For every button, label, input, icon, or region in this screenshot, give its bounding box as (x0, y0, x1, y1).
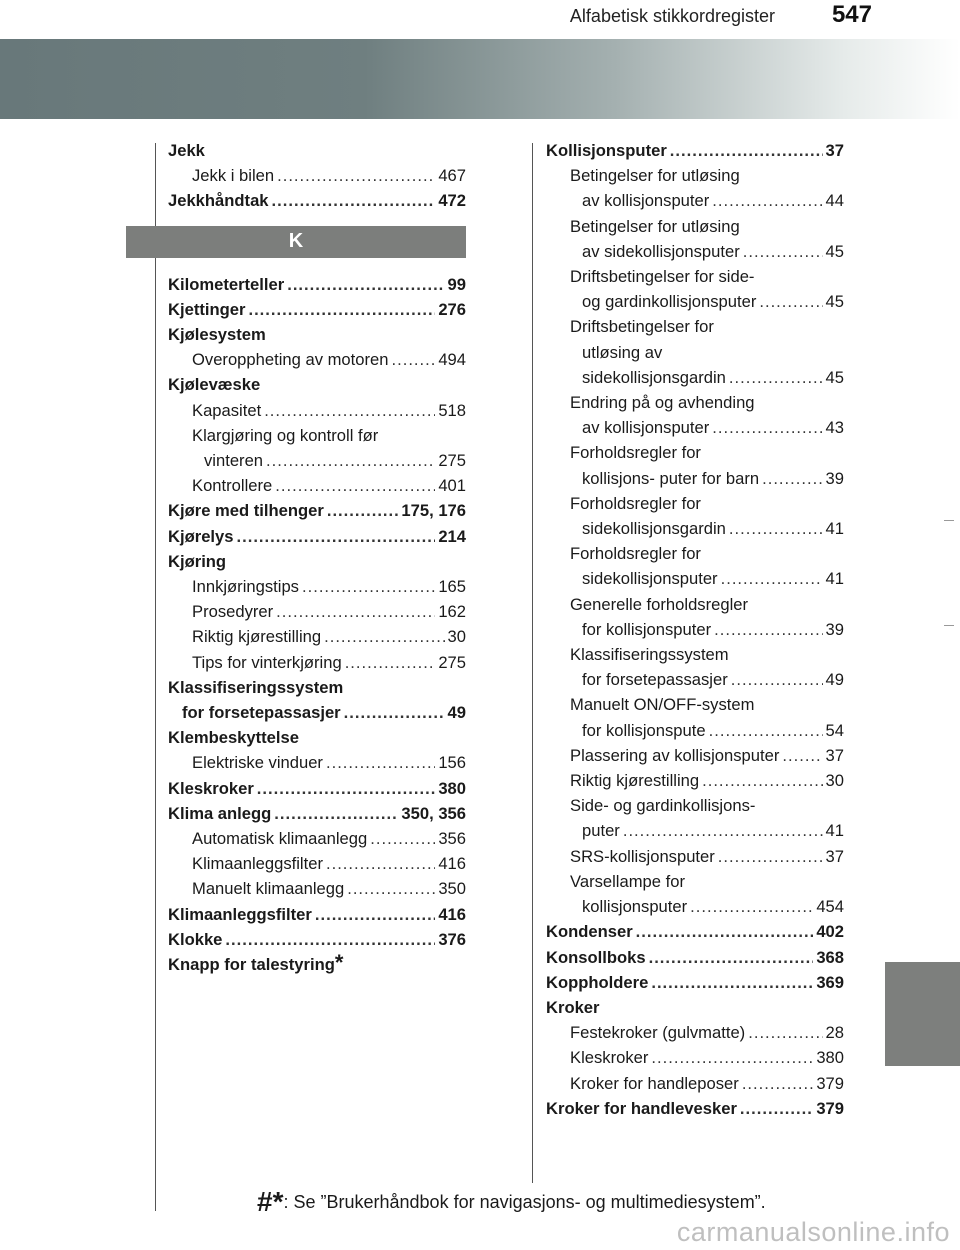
index-entry (546, 314, 844, 339)
dot-leader (782, 743, 822, 768)
dot-leader (345, 650, 436, 675)
index-entry-page: 175, 176 (401, 501, 466, 521)
index-entry-page: 41 (825, 519, 844, 539)
index-entry-text: Prosedyrer (192, 602, 274, 622)
dot-leader (327, 498, 399, 523)
index-entry-text: Klimaanleggsfilter (192, 854, 323, 874)
dot-leader (347, 876, 435, 901)
dot-leader (266, 448, 435, 473)
index-entry (168, 423, 466, 448)
dot-leader (370, 826, 435, 851)
dot-leader (762, 466, 822, 491)
index-entry-text: Kroker (546, 997, 600, 1017)
index-entry-page: 275 (438, 652, 466, 672)
index-entry-page: 37 (825, 745, 844, 765)
dot-leader (272, 188, 436, 213)
index-entry-page: 368 (816, 947, 844, 967)
index-entry (168, 347, 466, 372)
dot-leader (274, 801, 398, 826)
index-entry-page: 401 (438, 476, 466, 496)
index-entry-text: Overoppheting av motoren (192, 350, 389, 370)
index-entry (546, 869, 844, 894)
index-entry-text: Konsollboks (546, 947, 646, 967)
index-entry-text: Riktig kjørestilling (192, 627, 322, 647)
index-entry (168, 498, 466, 523)
dot-leader (623, 818, 823, 843)
index-entry-text: kollisjonsputer (582, 897, 688, 917)
index-entry (546, 541, 844, 566)
index-entry (546, 516, 844, 541)
dot-leader (740, 1096, 813, 1121)
index-entry-page: 275 (438, 451, 466, 471)
dot-leader (344, 700, 445, 725)
dot-leader (702, 768, 822, 793)
dot-leader (690, 894, 813, 919)
dot-leader (277, 163, 435, 188)
index-entry-text: SRS-kollisjonsputer (570, 846, 715, 866)
index-entry-text: Elektriske vinduer (192, 753, 323, 773)
index-entry (546, 692, 844, 717)
index-entry-text: Klassifiseringssystem (168, 677, 344, 697)
index-entry-text: Klokke (168, 929, 223, 949)
dot-leader (275, 473, 435, 498)
letter-section-heading: K (126, 226, 466, 258)
index-entry-page: 416 (438, 854, 466, 874)
index-entry (546, 289, 844, 314)
index-entry-page: 99 (447, 274, 466, 294)
index-column-left (168, 138, 466, 977)
index-entry (168, 826, 466, 851)
index-entry (168, 163, 466, 188)
page-number: 547 (831, 1, 872, 28)
index-entry-text: Kjølesystem (168, 325, 266, 345)
index-entry (546, 718, 844, 743)
index-entry-text: Varsellampe for (570, 871, 685, 891)
index-entry-page: 41 (825, 821, 844, 841)
index-entry-page: 402 (816, 922, 844, 942)
index-entry-text: kollisjons- puter for barn (582, 468, 760, 488)
index-entry-page: 39 (825, 468, 844, 488)
index-entry-text: for forsetepassasjer (182, 703, 341, 723)
index-entry-page: 156 (438, 753, 466, 773)
footnote (257, 1186, 766, 1218)
dot-leader (712, 188, 822, 213)
index-entry (546, 365, 844, 390)
index-entry-page: 494 (438, 350, 466, 370)
dot-leader (743, 239, 823, 264)
footnote-symbol: #* (257, 1186, 284, 1217)
index-entry-text: Kjølevæske (168, 375, 261, 395)
index-entry (546, 945, 844, 970)
dot-leader (651, 1045, 813, 1070)
dot-leader (225, 927, 435, 952)
index-entry-page: 518 (438, 400, 466, 420)
dot-leader (324, 624, 444, 649)
dot-leader (742, 1071, 814, 1096)
section-thumb-tab (885, 962, 960, 1066)
index-entry-text: Forholdsregler for (570, 443, 701, 463)
index-entry (546, 390, 844, 415)
index-entry (546, 1045, 844, 1070)
index-entry (546, 239, 844, 264)
dot-leader (759, 289, 822, 314)
index-entry (168, 549, 466, 574)
index-entry-text: Knapp for talestyring (168, 955, 335, 975)
index-entry-text: Riktig kjørestilling (570, 771, 700, 791)
index-entry (168, 851, 466, 876)
index-entry (168, 700, 466, 725)
index-entry-text: sidekollisjonsgardin (582, 519, 726, 539)
index-entry-text: Kjøring (168, 551, 227, 571)
index-entry-text: Side- og gardinkollisjons- (570, 796, 756, 816)
index-entry-text: Driftsbetingelser for side- (570, 267, 755, 287)
index-entry (168, 138, 466, 163)
index-entry-page: 472 (438, 191, 466, 211)
center-column-rule (532, 143, 533, 1183)
index-entry (168, 902, 466, 927)
index-entry (546, 919, 844, 944)
index-entry-page: 44 (825, 191, 844, 211)
index-entry (546, 1020, 844, 1045)
index-entry-page: 45 (825, 367, 844, 387)
index-entry-text: Klembeskyttelse (168, 728, 299, 748)
index-entry-page: 416 (438, 904, 466, 924)
page-header-title: Alfabetisk stikkordregister (569, 6, 775, 26)
index-entry-text: Kollisjonsputer (546, 141, 667, 160)
index-entry (168, 448, 466, 473)
index-entry-text: Jekk i bilen (192, 166, 275, 186)
index-entry-text: Kleskroker (570, 1048, 649, 1068)
index-entry-page: 350, 356 (401, 803, 466, 823)
index-entry-page: 380 (438, 778, 466, 798)
index-entry-text: Klima anlegg (168, 803, 272, 823)
index-entry (546, 264, 844, 289)
index-entry-page: 28 (825, 1023, 844, 1043)
edge-mark (944, 520, 954, 521)
index-entry (546, 566, 844, 591)
index-entry-text: Kapasitet (192, 400, 262, 420)
index-entry-text: for forsetepassasjer (582, 670, 728, 690)
index-entry-text: Festekroker (gulvmatte) (570, 1023, 746, 1043)
index-column-right (546, 138, 844, 1121)
index-entry-text: Kleskroker (168, 778, 254, 798)
header-gradient-band (0, 39, 960, 119)
index-entry (546, 592, 844, 617)
index-entry-text: for kollisjonsputer (582, 619, 712, 639)
index-entry (168, 927, 466, 952)
index-entry-text: Klimaanleggsfilter (168, 904, 312, 924)
index-entry-text: utløsing av (582, 342, 663, 362)
index-entry-page: 214 (438, 526, 466, 546)
index-entry (168, 650, 466, 675)
index-entry (168, 599, 466, 624)
index-entry-text: Klargjøring og kontroll før (192, 425, 379, 445)
index-entry (546, 138, 844, 163)
index-entry (168, 675, 466, 700)
index-entry-page: 37 (825, 846, 844, 866)
dot-leader (315, 902, 435, 927)
left-column-rule (155, 143, 156, 1211)
index-entry-text: Innkjøringstips (192, 577, 299, 597)
index-entry-text: Tips for vinterkjøring (192, 652, 342, 672)
index-entry (168, 272, 466, 297)
index-entry (168, 322, 466, 347)
index-entry (168, 398, 466, 423)
index-entry-page: 454 (816, 897, 844, 917)
index-entry (546, 743, 844, 768)
index-entry (168, 776, 466, 801)
dot-leader (729, 516, 823, 541)
index-entry-text: sidekollisjonsputer (582, 569, 718, 589)
dot-leader (276, 599, 435, 624)
index-entry (546, 466, 844, 491)
index-entry (168, 801, 466, 826)
index-entry (168, 574, 466, 599)
index-entry-text: Forholdsregler for (570, 544, 701, 564)
index-entry-text: av sidekollisjonsputer (582, 241, 740, 261)
index-entry-page: 37 (825, 141, 844, 160)
index-entry-page: 49 (825, 670, 844, 690)
index-entry-page: 49 (447, 703, 466, 723)
index-entry: Knapp for talestyring * (168, 952, 466, 977)
index-entry-page: 43 (825, 418, 844, 438)
index-entry-text: Endring på og avhending (570, 393, 755, 413)
dot-leader (670, 138, 823, 163)
index-entry-text: Plassering av kollisjonsputer (570, 745, 780, 765)
index-entry (168, 624, 466, 649)
index-entry (546, 642, 844, 667)
index-entry (168, 188, 466, 213)
dot-leader (709, 718, 823, 743)
index-entry-text: vinteren (204, 451, 264, 471)
index-entry-text: Driftsbetingelser for (570, 317, 714, 337)
index-entry (546, 667, 844, 692)
index-entry-text: Kondenser (546, 922, 633, 942)
index-entry-text: Kontrollere (192, 476, 273, 496)
index-entry (546, 440, 844, 465)
index-entry-text: puter (582, 821, 620, 841)
index-entry-page: 369 (816, 972, 844, 992)
index-entry-page: 45 (825, 292, 844, 312)
index-entry (168, 372, 466, 397)
dot-leader (391, 347, 435, 372)
index-entry-text: Kroker for handlevesker (546, 1098, 737, 1118)
index-entry (546, 1096, 844, 1121)
index-entry-page: 41 (825, 569, 844, 589)
index-entry-page: 376 (438, 929, 466, 949)
dot-leader (326, 750, 435, 775)
index-entry (546, 617, 844, 642)
index-entry-page: 379 (816, 1098, 844, 1118)
index-entry-text: Koppholdere (546, 972, 649, 992)
index-entry (546, 818, 844, 843)
index-entry-page: 379 (816, 1073, 844, 1093)
dot-leader (712, 415, 822, 440)
index-entry-text: Kjørelys (168, 526, 234, 546)
index-entry-text: Jekk (168, 141, 205, 160)
watermark: carmanualsonline.info (676, 1217, 950, 1247)
dot-leader (731, 667, 823, 692)
index-entry-text: Betingelser for utløsing (570, 216, 740, 236)
index-entry-page: 162 (438, 602, 466, 622)
index-entry (546, 340, 844, 365)
index-entry-text: Kjøre med tilhenger (168, 501, 324, 521)
index-entry (168, 876, 466, 901)
index-entry (168, 750, 466, 775)
index-entry-page: 165 (438, 577, 466, 597)
index-entry-page: 356 (438, 829, 466, 849)
index-entry (546, 163, 844, 188)
index-entry (168, 524, 466, 549)
index-entry-text: av kollisjonsputer (582, 418, 710, 438)
dot-leader (326, 851, 435, 876)
index-entry (546, 995, 844, 1020)
index-entry (546, 768, 844, 793)
index-entry-text: og gardinkollisjonsputer (582, 292, 757, 312)
index-entry-page: 45 (825, 241, 844, 261)
index-entry-text: Generelle forholdsregler (570, 594, 749, 614)
index-entry-text: Manuelt ON/OFF-system (570, 695, 755, 715)
index-entry (546, 970, 844, 995)
index-entry (546, 188, 844, 213)
index-entry-text: av kollisjonsputer (582, 191, 710, 211)
index-entry-text: Kroker for handleposer (570, 1073, 739, 1093)
index-entry (168, 297, 466, 322)
dot-leader (649, 945, 814, 970)
index-entry (546, 894, 844, 919)
index-entry-text: Kilometerteller (168, 274, 285, 294)
dot-leader (264, 398, 435, 423)
index-entry-text: Betingelser for utløsing (570, 166, 740, 186)
dot-leader (651, 970, 813, 995)
edge-mark (944, 625, 954, 626)
index-entry-text: Kjettinger (168, 299, 246, 319)
index-entry (546, 214, 844, 239)
dot-leader (302, 574, 435, 599)
index-entry-page: 467 (438, 166, 466, 186)
index-entry-text: for kollisjonspute (582, 720, 706, 740)
dot-leader (257, 776, 436, 801)
dot-leader (236, 524, 435, 549)
dot-leader (636, 919, 814, 944)
index-entry-text: Manuelt klimaanlegg (192, 879, 345, 899)
index-entry-text: Forholdsregler for (570, 493, 701, 513)
index-entry-text: sidekollisjonsgardin (582, 367, 726, 387)
dot-leader (718, 844, 823, 869)
dot-leader (287, 272, 444, 297)
index-entry-page: 380 (816, 1048, 844, 1068)
dot-leader (721, 566, 823, 591)
index-entry (546, 415, 844, 440)
index-entry (546, 793, 844, 818)
top-strip (0, 0, 960, 36)
index-entry-page: 30 (825, 771, 844, 791)
index-entry (168, 473, 466, 498)
index-entry (546, 844, 844, 869)
index-entry-page: 350 (438, 879, 466, 899)
index-entry (168, 725, 466, 750)
dot-leader (714, 617, 822, 642)
index-entry (546, 491, 844, 516)
index-entry-page: 54 (825, 720, 844, 740)
index-entry-page: 30 (447, 627, 466, 647)
index-entry-page: 276 (438, 299, 466, 319)
footnote-text: : Se ”Brukerhåndbok for navigasjons- og multimediesystem”. (283, 1192, 766, 1212)
index-entry-page: 39 (825, 619, 844, 639)
index-entry-text: Automatisk klimaanlegg (192, 829, 368, 849)
index-entry (546, 1071, 844, 1096)
index-entry-text: Jekkhåndtak (168, 191, 269, 211)
dot-leader (729, 365, 823, 390)
dot-leader (248, 297, 435, 322)
dot-leader (748, 1020, 822, 1045)
index-entry-text: Klassifiseringssystem (570, 645, 729, 665)
